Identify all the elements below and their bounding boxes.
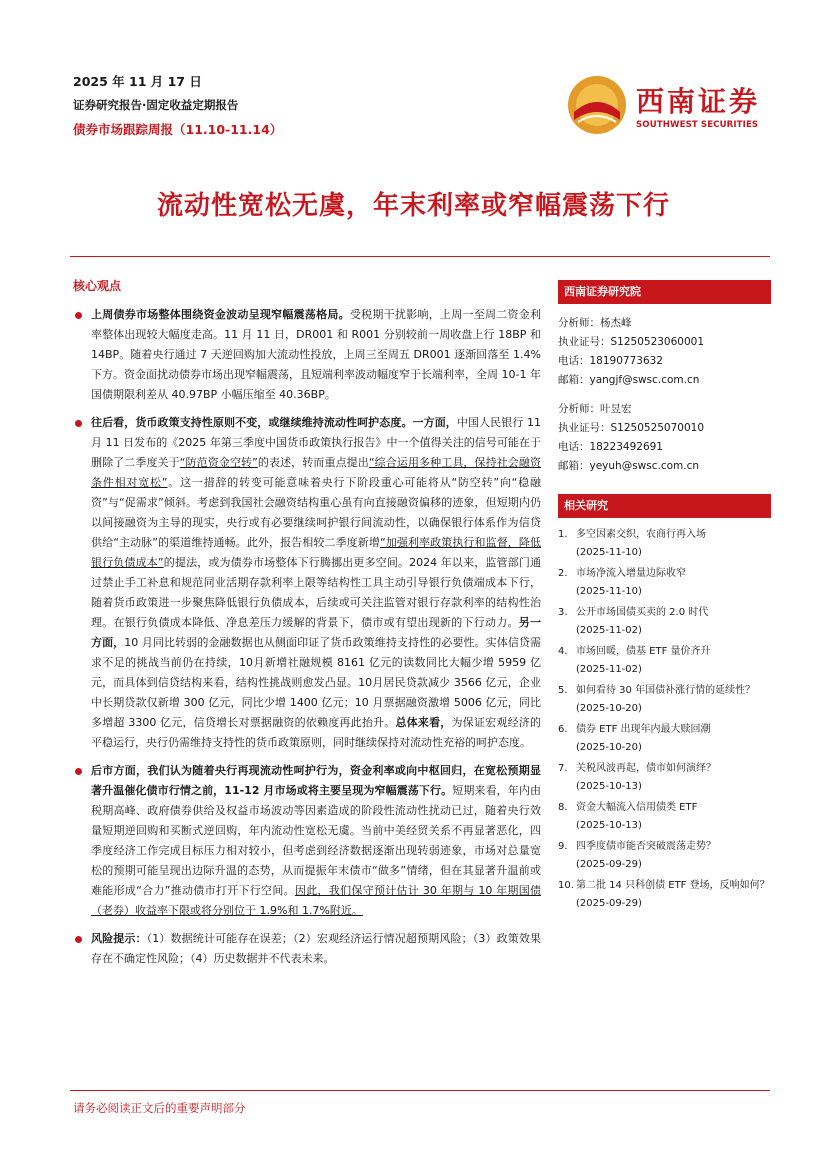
report-category: 证券研究报告·固定收益定期报告 [73,98,239,112]
report-subtitle: 债券市场跟踪周报（11.10-11.14） [73,122,283,137]
page-title: 流动性宽松无虞，年末利率或窄幅震荡下行 [156,191,670,221]
bullet-icon [75,936,82,943]
analyst-list [558,314,771,476]
bullet-icon [75,420,82,427]
footer-disclaimer: 请务必阅读正文后的重要声明部分 [73,1101,246,1115]
analyst-email[interactable]: 邮箱：yeyuh@swsc.com.cn [558,460,700,472]
para-lead: 另一方面， [91,616,542,649]
related-item[interactable]: 7. 关税风波再起，债市如何演绎？ (2025-10-13) [558,763,716,792]
paragraph-1 [73,305,541,405]
para-text: 的提法，或为债券市场整体下行腾挪出更多空间。2024 年以来，监管部门通过禁止手工补息和规范同业活期存款利率上限等结构性工具主动引导银行负债端成本下行，随着货币政策进一步聚焦降低银行负债成本，后续或可关注监管对银行存款利率的结构性治理。在银行负债成本降低、净息差压力缓解的背景下，债市或有望出现新的下行动力。 [91,556,541,629]
institute-header: 西南证券研究院 [558,280,771,304]
related-item[interactable]: 4. 市场回暖，债基 ETF 量价齐升 (2025-11-02) [558,646,711,675]
para-lead: 后市方面，我们认为随着央行再现流动性呵护行为，资金利率或向中枢回归，在宽松预期显著升温催化债市行情之前，11-12 月市场或将主要呈现为窄幅震荡下行。 [91,764,541,797]
para-text: 受税期干扰影响，上周一至周二资金利率整体出现较大幅度走高。11 月 11 日，DR001 和 R001 分别较前一周收盘上行 18BP 和 14BP。随着央行通过 7 天逆回购加大流动性投放，上周三至周五 DR001 逐渐回落至 1.4%下方。资金面扰动债券市场出现窄幅震荡，且短端利率波动幅度窄于长端利率，全周 10-1 年国债期限利差从 40.97BP 小幅压缩至 40.36BP。 [91,308,542,401]
report-date: 2025 年 11 月 17 日 [73,74,202,89]
para-underline: “加强利率政策执行和监督，降低银行负债成本” [91,536,541,569]
analyst-cert: 执业证号：S1250525070010 [558,422,705,434]
para-text: 短期来看，年内由税期高峰、政府债券供给及权益市场波动等因素造成的阶段性流动性扰动已过，随着央行效量短期逆回购和买断式逆回购，年内流动性宽松无虞。当前中美经贸关系不再显著恶化，四季度经济工作完成目标压力相对较小，但考虑到经济数据逐渐出现转弱迹象，市场对总量宽松的预期可能呈现出边际升温的态势，从而提振年末债市“做多”情绪，但在其显著升温前或难能形成“合力”推动债市打开下行空间。 [91,784,542,897]
bullet-icon [75,768,82,775]
sun-logo-icon [566,74,628,136]
para-lead: 总体来看， [395,716,452,729]
related-item[interactable]: 6. 债券 ETF 出现年内最大赎回潮 (2025-10-20) [558,724,711,753]
para-lead: 往后看，货币政策支持性原则不变，或继续维持流动性呵护态度。一方面， [91,416,457,429]
para-underline: “防范资金空转” [179,456,258,469]
analyst-name: 分析师：杨杰峰 [558,317,632,329]
logo-text: 西南证券 [636,85,761,118]
related-item[interactable]: 10. 第二批 14 只科创债 ETF 登场，反响如何？ (2025-09-29) [558,880,770,909]
related-item[interactable]: 5. 如何看待 30 年国债补涨行情的延续性？ (2025-10-20) [558,685,756,714]
core-view-heading: 核心观点 [73,279,122,293]
para-underline: 因此，我们保守预计估计 30 年期与 10 年期国债（老券）收益率下限或将分别位于 1.9%和 1.7%附近。 [91,884,541,917]
related-header: 相关研究 [558,494,771,518]
para-text: 的表述，转而重点提出 [257,456,369,469]
sidebar [558,280,771,916]
analyst-phone: 电话：18190773632 [558,355,663,367]
related-item[interactable]: 3. 公开市场国债买卖的 2.0 时代 (2025-11-02) [558,607,709,636]
para-text: 中国人民银行 11 月 11 日发布的《2025 年第三季度中国货币政策执行报告》中一个值得关注的信号可能在于删除了二季度关于 [91,416,541,469]
para-text: （1）数据统计可能存在误差；（2）宏观经济运行情况超预期风险；（3）政策效果存在不确定性风险；（4）历史数据并不代表未来。 [91,932,541,965]
footer-divider [70,1090,770,1091]
para-underline: “综合运用多种工具，保持社会融资条件相对宽松” [91,456,541,489]
analyst-email[interactable]: 邮箱：yangjf@swsc.com.cn [558,374,700,386]
para-lead: 风险提示： [91,932,147,945]
analyst-name: 分析师：叶昱宏 [558,403,632,415]
bullet-icon [75,312,82,319]
para-text: 10 月同比转弱的金融数据也从侧面印证了货币政策维持支持性的必要性。实体信贷需求不足的挑战当前仍在持续，10月新增社融规模 8161 亿元的读数同比大幅少增 5959 亿元，而具体到信贷结构来看，结构性挑战则愈发凸显。10月居民贷款减少 3566 亿元，企业中长期贷款仅新增 300 亿元，同比少增 1400 亿元；10 月票据融资激增 5006 亿元，同比多增超 3300 亿元，信贷增长对票据融资的依赖度再此抬升。 [91,636,542,729]
para-text: 为保证宏观经济的平稳运行，央行仍需维持支持性的货币政策原则，同时继续保持对流动性充裕的呵护态度。 [91,716,542,749]
para-lead: 上周债券市场整体围绕资金波动呈现窄幅震荡格局。 [91,308,350,321]
logo-english: SOUTHWEST SECURITIES [636,120,759,130]
title-divider [70,256,770,257]
related-item[interactable]: 2. 市场净流入增量边际收窄 (2025-11-10) [558,568,686,597]
paragraph-2 [73,413,541,753]
related-item[interactable]: 9. 四季度债市能否突破震荡走势？ (2025-09-29) [558,841,716,870]
paragraph-4 [73,929,541,969]
analyst-phone: 电话：18223492691 [558,441,663,453]
related-list [558,526,771,913]
analyst-cert: 执业证号：S1250523060001 [558,336,705,348]
core-view-body [73,305,541,977]
para-text: 。这一措辞的转变可能意味着央行下阶段重心可能将从“防空转”向“稳融资”与“促需求”倾斜。考虑到我国社会融资结构重心虽有向直接融资偏移的迹象，但短期内仍以间接融资为主导的现实，央行或有必要继续呵护银行间流动性，以确保银行体系作为信贷供给“主动脉”的渠道维持通畅。此外，报告相较二季度新增 [91,476,541,549]
paragraph-3 [73,761,541,921]
related-item[interactable]: 1. 多空因素交织，农商行再入场 (2025-11-10) [558,529,706,558]
related-item[interactable]: 8. 资金大幅流入信用债类 ETF (2025-10-13) [558,802,698,831]
